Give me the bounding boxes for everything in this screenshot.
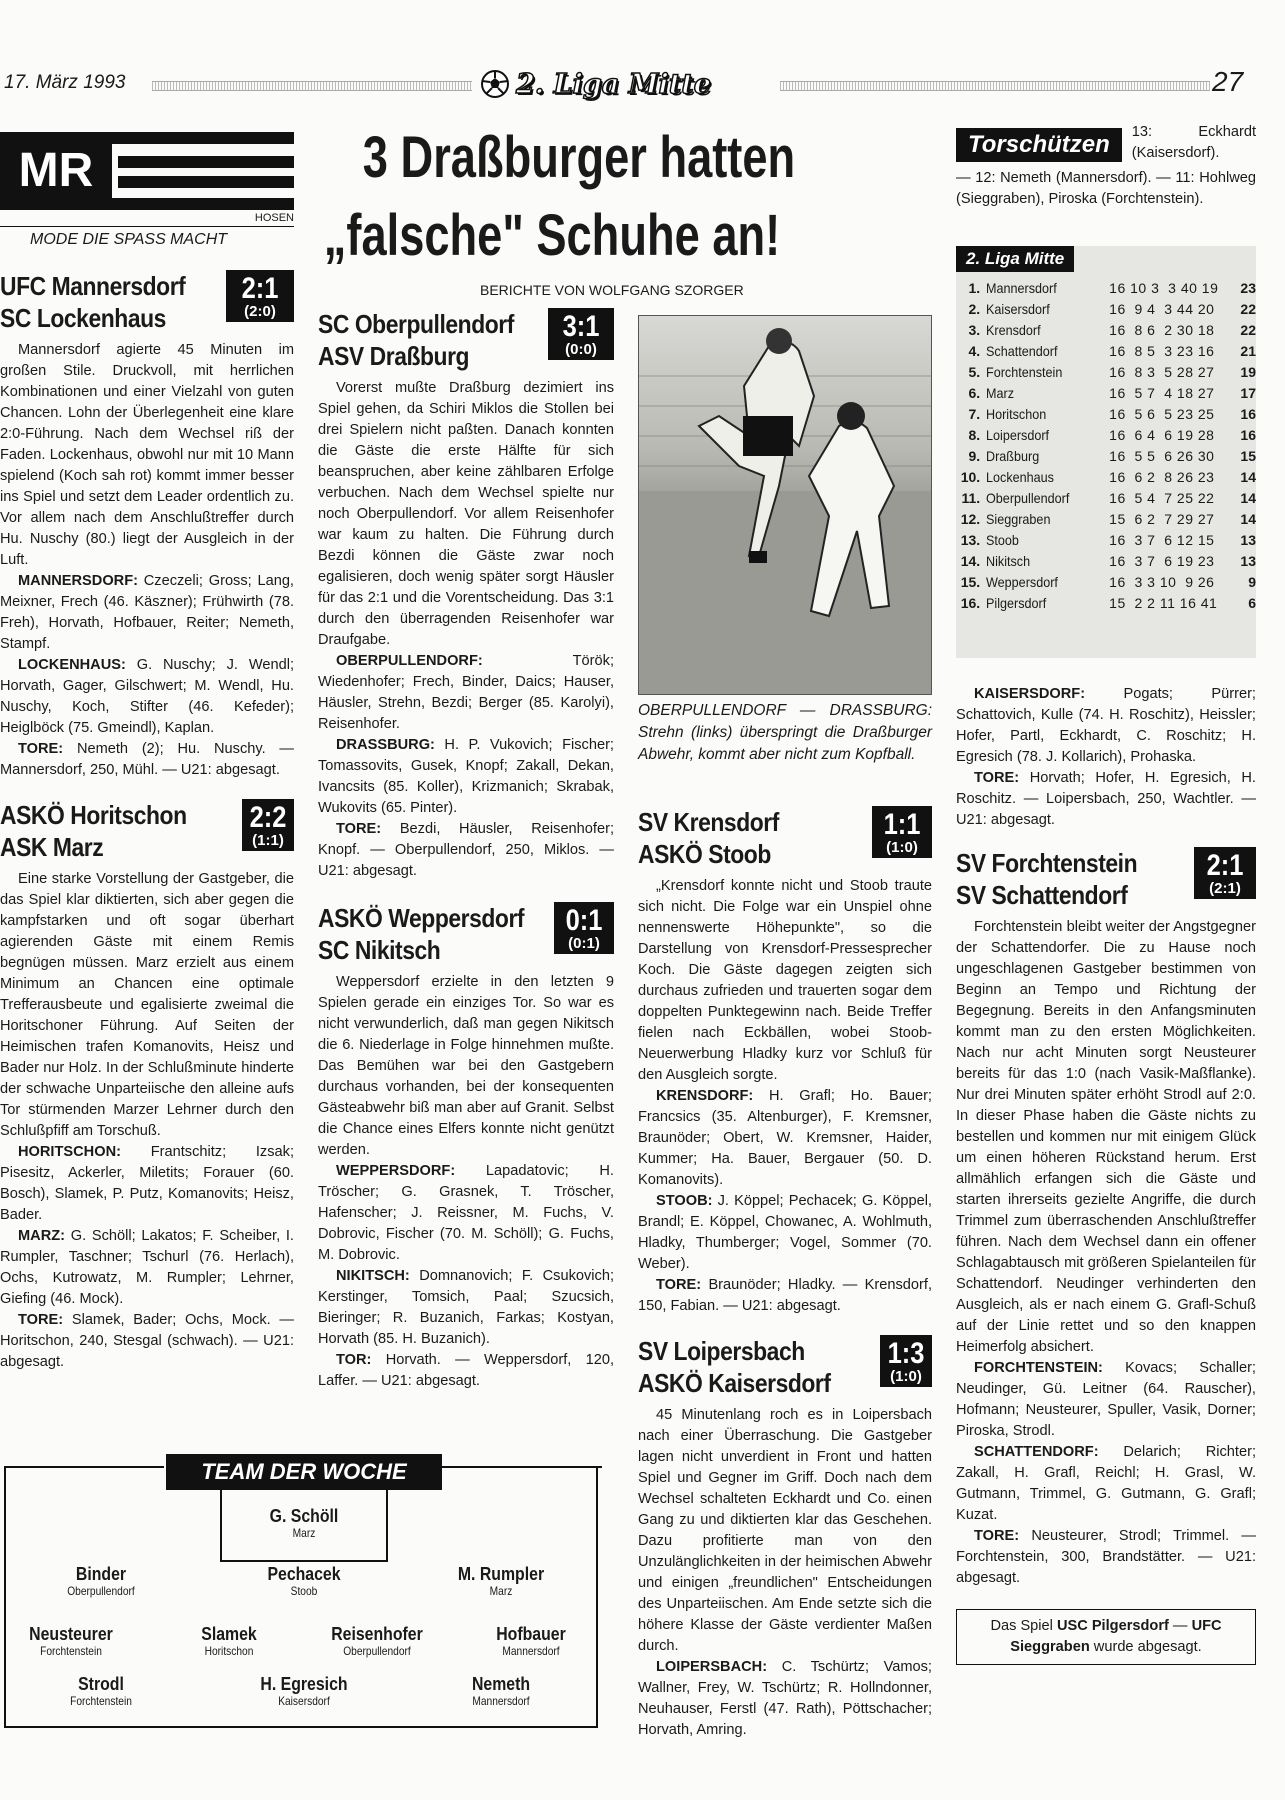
match-5-report: „Krensdorf konnte nicht und Stoob traute sich nicht. Die Folge war ein Unspiel ohne nennenswerte Höhepunkte", so die Darstellung von Krensdorf-Pressesprecher Koch. Die Gäste dagegen zeigten sich durchaus zufrieden und trauerten sogar dem doppelten Punktegewinn nach. Beide Treffer fielen nach Eckbällen, wobei Stoob-Neuerwerbung Hladky kurz vor Schluß für den Ausgleich sorgte. bbox=[638, 878, 932, 1083]
headline-line-2: „falsche" Schuhe an! bbox=[323, 203, 781, 268]
match-2-report: Eine starke Vorstellung der Gastgeber, die das Spiel klar diktierten, sich aber gegen die kampfstarken und oft sogar überhart agierenden Gäste mit einem Remis begnügen müssen. Marz erzielt aus einem Minimum an Chancen eine optimale Trefferausbeute und egalisierte zweimal die Horitschoner Führung. Auf Seiten der Heimischen trafen Komanovits, Heisz und Bader nur Holz. In der Schlußminute hinderte der schwache Unparteiische den alleine aufs Tor stürmenden Marzer Lehrner durch den Schlußpfiff am Torschuß. bbox=[0, 871, 294, 1139]
players-illustration bbox=[639, 316, 932, 695]
table-cell-stats: 16 5 4 7 25 22 bbox=[1109, 490, 1215, 506]
match-4-teams: ASKÖ Weppersdorf SC Nikitsch bbox=[318, 903, 525, 965]
match-5-goals: TORE: Braunöder; Hladky. — Krensdorf, 150, Fabian. — U21: abgesagt. bbox=[638, 1277, 932, 1314]
league-table-title: 2. Liga Mitte bbox=[956, 246, 1074, 272]
match-3-report: Vorerst mußte Draßburg dezimiert ins Spiel gehen, da Schiri Miklos die Stollen bei drei Spielern nicht paßten. Danach konnten die Gäste die erste Hälfte für sich beanspruchen, aber keine zählbaren Erfolge verbuchen. Nach dem Wechsel spielte nur noch Oberpullendorf. Vor allem Reisenhofer war kaum zu halten. Die Führung durch Bezdi können die Gäste zwar noch egalisieren, doch wenig später sorgt Häusler für das 2:1 und die Vorentscheidung. Das 3:1 durch den überragenden Reisenhofer war Draufgabe. bbox=[318, 380, 614, 648]
table-cell-pts: 16 bbox=[1240, 427, 1256, 443]
match-2-header bbox=[0, 799, 294, 863]
match-7-goals: TORE: Neusteurer, Strodl; Trimmel. — Forchtenstein, 300, Brandstätter. — U21: abgesagt. bbox=[956, 1528, 1256, 1586]
table-cell-pts: 9 bbox=[1248, 574, 1256, 590]
player-nemeth: Nemeth Mannersdorf bbox=[471, 1674, 531, 1708]
table-row bbox=[960, 320, 1256, 341]
scorers-box bbox=[956, 122, 1256, 210]
match-7-score: 2:1 (2:1) bbox=[1194, 847, 1256, 899]
table-cell-pos: 3. bbox=[968, 322, 981, 338]
table-cell-pos: 10. bbox=[960, 469, 981, 485]
match-4-lineup-1: WEPPERSDORF: Lapadatovic; H. Tröscher; G. Grasnek, T. Tröscher, Hafenscher; J. Reissner, M. Fuchs, V. Dobrovic, Fischer (70. M. Schöll); G. Fuchs, M. Dobrovic. bbox=[318, 1163, 614, 1263]
ad-logo: MR bbox=[0, 132, 112, 210]
table-cell-team: Lockenhaus bbox=[986, 469, 1055, 485]
table-cell-pos: 12. bbox=[960, 511, 981, 527]
table-cell-team: Horitschon bbox=[986, 406, 1047, 422]
match-1-teams: UFC Mannersdorf SC Lockenhaus bbox=[0, 271, 186, 333]
byline: BERICHTE VON WOLFGANG SZORGER bbox=[480, 282, 744, 298]
table-cell-pos: 16. bbox=[960, 595, 981, 611]
table-row bbox=[960, 593, 1256, 614]
scorers-text-1: 13: Eckhardt (Kaisersdorf). bbox=[1131, 124, 1256, 161]
table-cell-pts: 14 bbox=[1240, 469, 1256, 485]
match-1-report: Mannersdorf agierte 45 Minuten im großen Stile. Druckvoll, mit herrlichen Kombinationen und einer Vielzahl von guten Chancen. Lohn der Überlegenheit eine klare 2:0-Führung. Nach dem Wechsel riß der Faden. Lockenhaus, obwohl nur mit 10 Mann spielend (Koch sah rot) kommt immer besser ins Spiel und setzt dem Leader ordentlich zu. Vor allem nach dem Anschlußtreffer durch Hu. Nuschy (80.) liegt der Ausgleich in der Luft. bbox=[0, 342, 294, 568]
match-4-score: 0:1 (0:1) bbox=[554, 902, 614, 954]
column-2 bbox=[318, 308, 614, 1392]
player-hofbauer: Hofbauer Mannersdorf bbox=[496, 1624, 566, 1658]
table-cell-stats: 16 8 6 2 30 18 bbox=[1109, 322, 1215, 338]
table-cell-pts: 21 bbox=[1240, 343, 1256, 359]
table-cell-team: Mannersdorf bbox=[986, 280, 1057, 296]
team-of-week-title: TEAM DER WOCHE bbox=[166, 1454, 442, 1490]
table-cell-pos: 2. bbox=[968, 301, 981, 317]
table-row bbox=[960, 404, 1256, 425]
column-1 bbox=[0, 270, 294, 1373]
match-6-lineup-1: LOIPERSBACH: C. Tschürtz; Vamos; Wallner, Frey, W. Tschürtz; R. Hollndonner, Neuhauser, Ferstl (47. Rath), Pöttschacher; Horvath, Amring. bbox=[638, 1659, 932, 1738]
table-cell-stats: 16 6 4 6 19 28 bbox=[1109, 427, 1215, 443]
table-row bbox=[960, 278, 1256, 299]
player-binder: Binder Oberpullendorf bbox=[67, 1564, 135, 1598]
table-cell-team: Draßburg bbox=[986, 448, 1040, 464]
scorers-title: Torschützen bbox=[956, 128, 1122, 162]
table-cell-pts: 17 bbox=[1240, 385, 1256, 401]
match-3-lineup-1: OBERPULLENDORF: Török; Wiedenhofer; Frech, Binder, Daics; Hauser, Häusler, Strehn, Bezdi; Berger (85. Karolyi), Reisenhofer. bbox=[318, 653, 614, 732]
match-5-score: 1:1 (1:0) bbox=[872, 806, 932, 858]
table-cell-team: Stoob bbox=[986, 532, 1020, 548]
ad-stripe-3 bbox=[118, 176, 294, 188]
table-cell-stats: 15 2 2 11 16 41 bbox=[1109, 595, 1218, 611]
match-7-teams: SV Forchtenstein SV Schattendorf bbox=[956, 848, 1138, 910]
match-1-lineup-2: LOCKENHAUS: G. Nuschy; J. Wendl; Horvath, Gager, Gilschwert; M. Wendl, Hu. Nuschy, Koch, Stifter (46. Kefeder); Heiglböck (75. Gmeindl), Kaplan. bbox=[0, 657, 295, 736]
table-row bbox=[960, 572, 1256, 593]
table-row bbox=[960, 299, 1256, 320]
table-cell-stats: 16 9 4 3 44 20 bbox=[1109, 301, 1215, 317]
ad-divider bbox=[0, 226, 294, 227]
table-row bbox=[960, 530, 1256, 551]
match-1-goals: TORE: Nemeth (2); Hu. Nuschy. — Mannersdorf, 250, Mühl. — U21: abgesagt. bbox=[0, 741, 294, 778]
match-4-report: Weppersdorf erzielte in den letzten 9 Spielen gerade ein einziges Tor. So war es nicht verwunderlich, daß man gegen Nikitsch die 6. Niederlage in Folge hinnehmen mußte. Das Bemühen war bei den Gastgebern durchaus vorhanden, bei der konsequenten Gästeabwehr biß man aber auf Granit. Selbst die Chance eines Elfers konnte nicht genützt werden. bbox=[318, 974, 614, 1158]
player-pechacek: Pechacek Stoob bbox=[267, 1564, 341, 1598]
table-row bbox=[960, 383, 1256, 404]
ad-slogan: MODE DIE SPASS MACHT bbox=[30, 231, 228, 248]
soccer-ball-icon bbox=[480, 69, 510, 99]
match-6-goals: TORE: Horvath; Hofer, H. Egresich, H. Roschitz. — Loipersbach, 250, Wachtler. — U21: abgesagt. bbox=[956, 770, 1256, 828]
table-cell-stats: 16 10 3 3 40 19 bbox=[1109, 280, 1219, 296]
table-cell-stats: 16 6 2 8 26 23 bbox=[1109, 469, 1215, 485]
table-row bbox=[960, 509, 1256, 530]
table-cell-pos: 15. bbox=[960, 574, 981, 590]
match-7-report: Forchtenstein bleibt weiter der Angstgegner der Schattendorfer. Die zu Hause noch ungeschlagenen Gastgeber bestimmen von Beginn an Tempo und Richtung der Begegnung. Bereits in den Anfangsminuten kommt man zu den ersten Möglichkeiten. Nach nur acht Minuten sorgt Neusteurer bereits für das 1:0 (nach Vasik-Maßflanke). Nur drei Minuten später erhöht Strodl auf 2:0. In dieser Phase haben die Gäste nichts zu bestellen und kommen nur mit einigem Glück um einen höheren Rückstand herum. Erst allmählich erfangen sich die Gäste und starten ihrerseits gezielte Angriffe, die durch Trimmel zum überraschenden Anschlußtreffer führen. Nach dem Wechsel dann ein offener Schlagabtausch mit größeren Spielanteilen für Schattendorf. Neudinger verhinderten den Ausgleich, als er nach einem G. Grafl-Schuß auf der Linie rettet und so den knappen Heimerfolg absichert. bbox=[956, 919, 1256, 1355]
match-6-lineup-2: KAISERSDORF: Pogats; Pürrer; Schattovich, Kulle (74. H. Roschitz), Heissler; Hofer, Partl, Eckhardt, C. Roschitz; H. Egresich (78. J. Kollarich), Prohaska. bbox=[956, 686, 1256, 765]
match-1-header bbox=[0, 270, 294, 334]
table-cell-pts: 13 bbox=[1240, 553, 1256, 569]
table-cell-pos: 11. bbox=[961, 490, 981, 506]
player-goalkeeper: G. Schöll Marz bbox=[269, 1506, 339, 1540]
match-photo bbox=[638, 315, 932, 695]
table-row bbox=[960, 341, 1256, 362]
table-cell-pts: 14 bbox=[1240, 511, 1256, 527]
table-cell-pos: 14. bbox=[960, 553, 981, 569]
table-cell-pts: 15 bbox=[1240, 448, 1256, 464]
match-6-report: 45 Minutenlang roch es in Loipersbach nach einer Überraschung. Die Gastgeber lagen nicht unverdient in Front und hatten Spiel und Gegner im Griff. Doch nach dem Wechsel schalteten Eckhardt und Co. einen Gang zu und diktierten klar das Geschehen. Dazu profitierte man von den Unzulänglichkeiten in der heimischen Abwehr und einigen „freundlichen" Entscheidungen des Unparteiischen. Am Ende setzte sich die höhere Klasse der Gäste verdienter Maßen durch. bbox=[638, 1407, 932, 1654]
match-7-lineup-1: FORCHTENSTEIN: Kovacs; Schaller; Neudinger, Gü. Leitner (64. Rauscher), Hofmann; Neusteurer, Spuller, Vasik, Dorner; Piroska, Strodl. bbox=[956, 1360, 1256, 1439]
table-row bbox=[960, 467, 1256, 488]
headline bbox=[316, 122, 916, 272]
table-cell-team: Loipersdorf bbox=[986, 427, 1050, 443]
match-7-header bbox=[956, 847, 1256, 911]
table-cell-pos: 5. bbox=[968, 364, 981, 380]
player-reisenhofer: Reisenhofer Oberpullendorf bbox=[331, 1624, 423, 1658]
table-cell-pos: 7. bbox=[968, 406, 981, 422]
photo-caption: OBERPULLENDORF — DRASSBURG: Strehn (links) überspringt die Draßburger Abwehr, kommt aber nicht zum Kopfball. bbox=[638, 702, 932, 763]
league-logo-text: 2. Liga Mitte bbox=[516, 68, 711, 100]
table-cell-stats: 16 5 5 6 26 30 bbox=[1109, 448, 1215, 464]
league-logo bbox=[480, 68, 770, 100]
match-3-goals: TORE: Bezdi, Häusler, Reisenhofer; Knopf. — Oberpullendorf, 250, Miklos. — U21: abgesagt. bbox=[318, 821, 614, 879]
ad-stripe-1 bbox=[112, 132, 294, 144]
ad-tagline-small: HOSEN bbox=[254, 212, 294, 224]
match-6-teams: SV Loipersbach ASKÖ Kaisersdorf bbox=[638, 1336, 831, 1398]
table-cell-stats: 16 8 3 5 28 27 bbox=[1109, 364, 1215, 380]
match-5-header bbox=[638, 806, 932, 870]
table-row bbox=[960, 446, 1256, 467]
cancelled-notice: Das Spiel USC Pilgersdorf — UFC Sieggraben wurde abgesagt. bbox=[956, 1609, 1256, 1665]
match-1-lineup-1: MANNERSDORF: Czeczeli; Gross; Lang, Meixner, Frech (46. Käszner); Frühwirth (78. Freh), Horvath, Hofbauer, Reiter; Nemeth, Stampf. bbox=[0, 573, 294, 652]
table-cell-pos: 13. bbox=[960, 532, 981, 548]
match-2-score: 2:2 (1:1) bbox=[242, 799, 294, 851]
table-cell-pts: 6 bbox=[1248, 595, 1256, 611]
team-of-week bbox=[4, 1459, 598, 1728]
table-cell-stats: 16 3 7 6 19 23 bbox=[1109, 553, 1215, 569]
match-4-goals: TOR: Horvath. — Weppersdorf, 120, Laffer. — U21: abgesagt. bbox=[318, 1352, 614, 1389]
table-cell-pts: 14 bbox=[1240, 490, 1256, 506]
headline-line-1: 3 Draßburger hatten bbox=[362, 125, 796, 190]
ad-stripe-4 bbox=[112, 198, 294, 210]
league-table bbox=[956, 246, 1256, 658]
table-cell-pts: 22 bbox=[1240, 322, 1256, 338]
league-table-rows bbox=[956, 272, 1256, 614]
match-6-score: 1:3 (1:0) bbox=[880, 1335, 932, 1387]
match-2-teams: ASKÖ Horitschon ASK Marz bbox=[0, 800, 187, 862]
page-header bbox=[0, 68, 1285, 100]
table-cell-team: Kaisersdorf bbox=[986, 301, 1050, 317]
table-cell-pos: 1. bbox=[968, 280, 981, 296]
match-1-score: 2:1 (2:0) bbox=[226, 270, 294, 322]
match-2-goals: TORE: Slamek, Bader; Ochs, Mock. — Horitschon, 240, Stesgal (schwach). — U21: abgesagt. bbox=[0, 1312, 294, 1370]
player-neusteurer: Neusteurer Forchtenstein bbox=[29, 1624, 113, 1658]
match-2-lineup-1: HORITSCHON: Frantschitz; Izsak; Pisesitz, Ackerler, Miletits; Forauer (60. Bosch), Slamek, P. Putz, Komanovits; Heisz, Bader. bbox=[0, 1144, 294, 1223]
table-cell-team: Weppersdorf bbox=[986, 574, 1059, 590]
player-egresich: H. Egresich Kaisersdorf bbox=[260, 1674, 348, 1708]
header-rule-right bbox=[780, 81, 1210, 91]
table-cell-pos: 4. bbox=[968, 343, 981, 359]
table-cell-stats: 16 5 6 5 23 25 bbox=[1109, 406, 1215, 422]
match-2-lineup-2: MARZ: G. Schöll; Lakatos; F. Scheiber, I. Rumpler, Taschner; Tschurl (76. Herlach), Ochs, Kutrowatz, M. Rumpler; Lehrner, Giefing (46. Mock). bbox=[0, 1228, 294, 1307]
match-3-teams: SC Oberpullendorf ASV Draßburg bbox=[318, 309, 514, 371]
table-cell-pts: 13 bbox=[1240, 532, 1256, 548]
table-row bbox=[960, 488, 1256, 509]
table-cell-pts: 22 bbox=[1240, 301, 1256, 317]
ad-stripe-2 bbox=[118, 156, 294, 168]
table-cell-pos: 9. bbox=[968, 448, 981, 464]
match-4-lineup-2: NIKITSCH: Domnanovich; F. Csukovich; Kerstinger, Tomsich, Paal; Szucsich, Bieringer; R. Buzanich, Farkas; Kostyan, Horvath (85. H. Buzanich). bbox=[318, 1268, 614, 1347]
match-7-lineup-2: SCHATTENDORF: Delarich; Richter; Zakall, H. Grafl, Reichl; H. Grasl, W. Gutmann, Trimmel, G. Gutmann, G. Grafl; Kuzat. bbox=[956, 1444, 1256, 1523]
team-of-week-topline-right bbox=[442, 1466, 602, 1468]
player-strodl: Strodl Forchtenstein bbox=[70, 1674, 132, 1708]
scorers-text-2: — 12: Nemeth (Mannersdorf). — 11: Hohlweg (Sieggraben), Piroska (Forchtenstein). bbox=[956, 170, 1256, 207]
match-3-header bbox=[318, 308, 614, 372]
table-row bbox=[960, 425, 1256, 446]
column-4 bbox=[956, 686, 1256, 1665]
table-cell-stats: 16 5 7 4 18 27 bbox=[1109, 385, 1215, 401]
match-5-lineup-2: STOOB: J. Köppel; Pechacek; G. Köppel, Brandl; E. Köppel, Chowanec, A. Wohlmuth, Hladky, Thumberger; Vogel, Sommer (70. Weber). bbox=[638, 1193, 932, 1272]
table-cell-stats: 16 3 3 10 9 26 bbox=[1109, 574, 1215, 590]
header-rule-left bbox=[152, 81, 472, 91]
team-of-week-topline-left bbox=[4, 1466, 164, 1468]
table-cell-team: Krensdorf bbox=[986, 322, 1041, 338]
page-number: 27 bbox=[1212, 66, 1244, 97]
match-5-lineup-1: KRENSDORF: H. Grafl; Ho. Bauer; Francsics (35. Altenburger), F. Kremsner, Braunöder; Obert, W. Kremsner, Haider, Kummer; Ha. Bauer, Bergauer (50. D. Komanovits). bbox=[638, 1088, 932, 1188]
table-cell-stats: 16 3 7 6 12 15 bbox=[1109, 532, 1215, 548]
table-cell-pos: 6. bbox=[968, 385, 981, 401]
player-rumpler: M. Rumpler Marz bbox=[457, 1564, 545, 1598]
issue-date: 17. März 1993 bbox=[4, 72, 126, 93]
match-3-lineup-2: DRASSBURG: H. P. Vukovich; Fischer; Tomassovits, Gusek, Knopf; Zakall, Dekan, Ivancsits (85. Koller), Krizmanich; Skrabak, Wukovits (65. Pinter). bbox=[318, 737, 614, 816]
table-cell-stats: 16 8 5 3 23 16 bbox=[1109, 343, 1215, 359]
table-row bbox=[960, 362, 1256, 383]
table-cell-team: Marz bbox=[986, 385, 1015, 401]
table-row bbox=[960, 551, 1256, 572]
table-cell-team: Oberpullendorf bbox=[986, 490, 1070, 506]
match-6-header bbox=[638, 1335, 932, 1399]
table-cell-pts: 23 bbox=[1240, 280, 1256, 296]
table-cell-pts: 16 bbox=[1240, 406, 1256, 422]
table-cell-team: Nikitsch bbox=[986, 553, 1031, 569]
ad-box bbox=[0, 132, 294, 258]
table-cell-team: Sieggraben bbox=[986, 511, 1051, 527]
table-cell-pos: 8. bbox=[968, 427, 981, 443]
match-5-teams: SV Krensdorf ASKÖ Stoob bbox=[638, 807, 779, 869]
player-slamek: Slamek Horitschon bbox=[201, 1624, 257, 1658]
table-cell-team: Schattendorf bbox=[986, 343, 1058, 359]
column-3 bbox=[638, 806, 932, 1741]
table-cell-team: Pilgersdorf bbox=[986, 595, 1047, 611]
match-4-header bbox=[318, 902, 614, 966]
table-cell-team: Forchtenstein bbox=[986, 364, 1063, 380]
table-cell-stats: 15 6 2 7 29 27 bbox=[1109, 511, 1215, 527]
table-cell-pts: 19 bbox=[1240, 364, 1256, 380]
match-3-score: 3:1 (0:0) bbox=[548, 308, 614, 360]
